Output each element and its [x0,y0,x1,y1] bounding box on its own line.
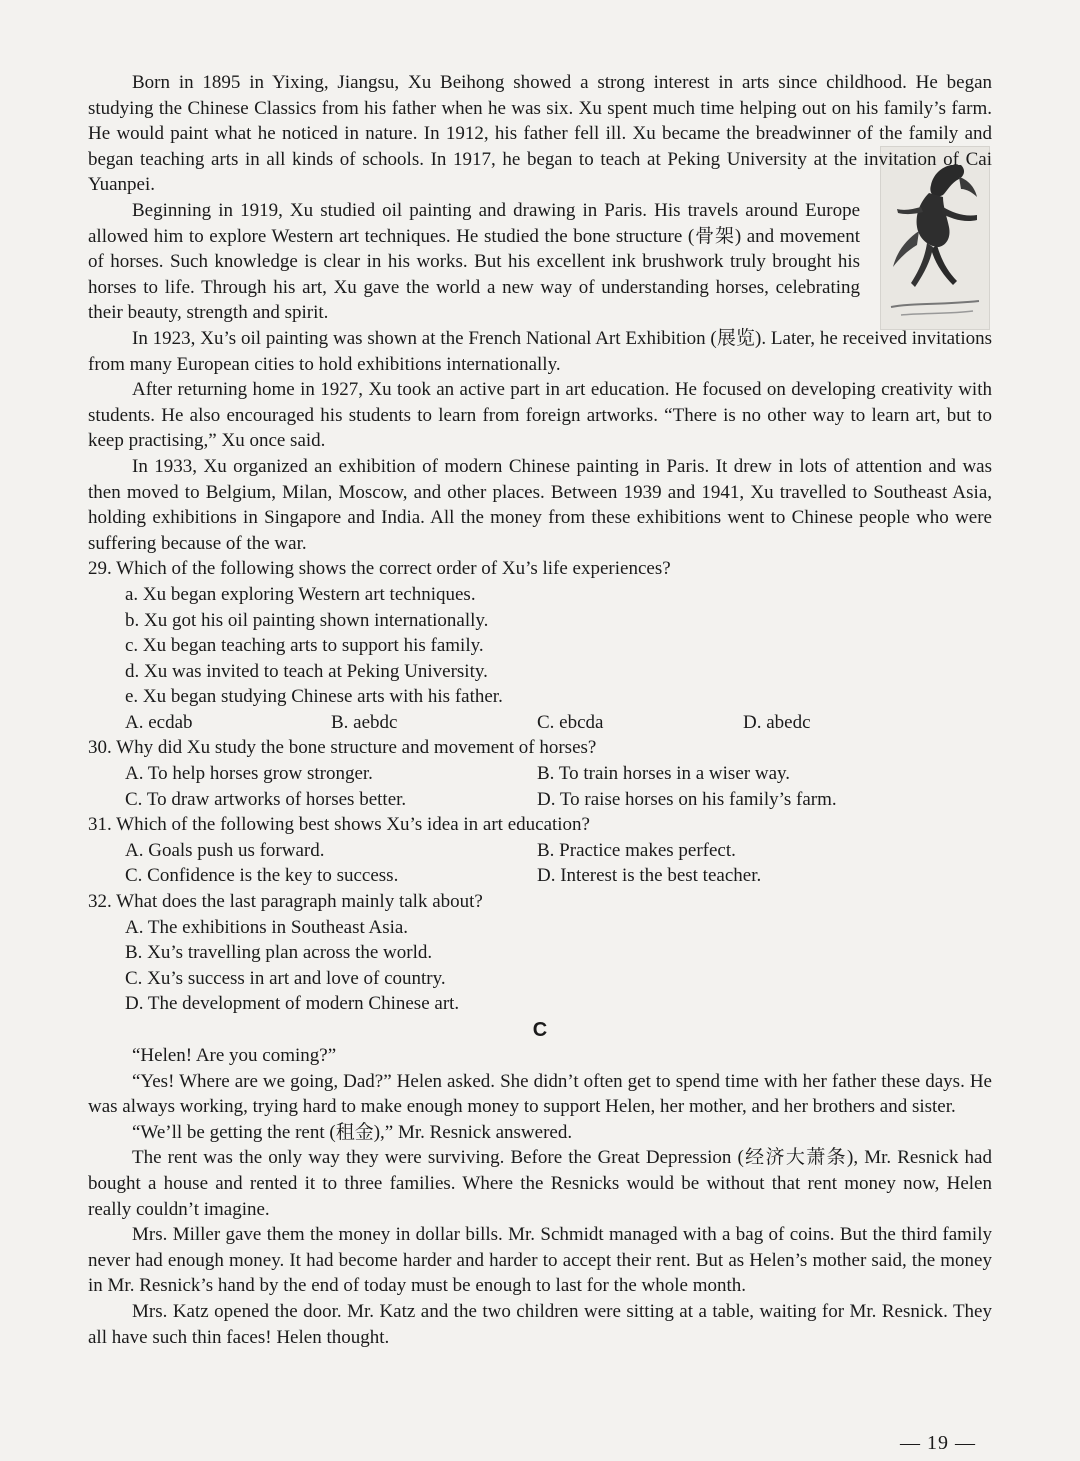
choice-c[interactable]: C. Confidence is the key to success. [125,865,399,887]
answer-choices-row-2 [88,863,992,889]
question-stem: 29. Which of the following shows the correct order of Xu’s life experiences? [88,558,671,580]
answer-choices-row-1 [88,761,992,787]
question-stem: 31. Which of the following best shows Xu’s idea in art education? [88,814,590,836]
question-stem: 30. Why did Xu study the bone structure and movement of horses? [88,737,597,759]
choice-b[interactable]: B. To train horses in a wiser way. [537,763,791,785]
passage-b-paragraph-4 [88,377,992,454]
answer-choices-row-1 [88,838,992,864]
passage-c-paragraph-6: Mrs. Katz opened the door. Mr. Katz and the two children were sitting at a table, waiting for Mr. Resnick. They all have such thin faces! Helen thought. [88,1300,992,1348]
choice-a[interactable]: A. The exhibitions in Southeast Asia. [125,916,409,938]
page-number: — 19 — [900,1432,976,1454]
choice-b[interactable]: B. Practice makes perfect. [537,839,736,861]
section-heading-c: C [532,1019,548,1041]
choice-c[interactable]: C. Xu’s success in art and love of country. [125,967,446,989]
passage-b-paragraph-2 [88,198,860,326]
choice-a[interactable]: A. Goals push us forward. [125,839,325,861]
choice-c[interactable]: C. ebcda [537,711,604,733]
question-30 [88,735,992,812]
event-item-b: b. Xu got his oil painting shown internationally. [125,609,489,631]
passage-c-paragraph-5: Mrs. Miller gave them the money in dollar bills. Mr. Schmidt managed with a bag of coins. But the third family never had enough money. It had become harder and harder to accept their rent. But as Helen’s mother said, the money in Mr. Resnick’s hand by the end of today must be enough to last for the whole month. [88,1224,992,1297]
answer-choices [88,710,992,736]
choice-d[interactable]: D. The development of modern Chinese art. [125,993,460,1015]
passage-b-paragraph-1 [88,70,992,198]
event-item-c: c. Xu began teaching arts to support his family. [125,635,484,657]
passage-c-paragraph-1: “Helen! Are you coming?” [132,1045,337,1066]
passage-c-paragraph-2: “Yes! Where are we going, Dad?” Helen asked. She didn’t often get to spend time with her father these days. He was always working, trying hard to make enough money to support Helen, her mother, and her brothers and sister. [88,1070,992,1118]
choice-b[interactable]: B. Xu’s travelling plan across the world. [125,942,433,964]
exam-content [88,70,992,1350]
question-stem: 32. What does the last paragraph mainly talk about? [88,891,483,913]
paragraph-text: Beginning in 1919, Xu studied oil painting and drawing in Paris. His travels around Europe allowed him to explore Western art techniques. He studied the bone structure (骨架) and movement of horses. Such knowledge is clear in his works. But his excellent ink brushwork truly brought his horses to life. Through his art, Xu gave the world a new way of understanding horses, celebrating their beauty, strength and spirit. [88,200,860,324]
choice-d[interactable]: D. abedc [743,711,811,733]
question-31 [88,812,992,889]
choice-c[interactable]: C. To draw artworks of horses better. [125,788,407,810]
paragraph-text: In 1923, Xu’s oil painting was shown at the French National Art Exhibition (展览). Later, he received invitations from many European cities to hold exhibitions internationally. [88,327,992,375]
event-item-a: a. Xu began exploring Western art techniques. [125,583,476,605]
passage-c-paragraph-3: “We’ll be getting the rent (租金),” Mr. Resnick answered. [132,1121,573,1143]
choice-b[interactable]: B. aebdc [331,711,398,733]
question-32 [88,889,992,1017]
passage-b-paragraph-3 [88,326,992,377]
paragraph-text: In 1933, Xu organized an exhibition of modern Chinese painting in Paris. It drew in lots of attention and was then moved to Belgium, Milan, Moscow, and other places. Between 1939 and 1941, Xu travelled to Southeast Asia, holding exhibitions in Singapore and India. All the money from these exhibitions went to Chinese people who were suffering because of the war. [88,455,992,554]
passage-c-paragraph-4: The rent was the only way they were surviving. Before the Great Depression (经济大萧条), Mr. Resnick had bought a house and rented it to three families. Where the Resnicks would be without that rent money now, Helen really couldn’t imagine. [88,1147,992,1220]
choice-a[interactable]: A. ecdab [125,711,193,733]
paragraph-text: Born in 1895 in Yixing, Jiangsu, Xu Beihong showed a strong interest in arts since childhood. He began studying the Chinese Classics from his father when he was six. Xu spent much time helping out on his family’s farm. He would paint what he noticed in nature. In 1912, his father fell ill. Xu became the breadwinner of the family and began teaching arts in all kinds of schools. In 1917, he began to teach at Peking University at the invitation of Cai Yuanpei. [88,72,992,196]
event-item-e: e. Xu began studying Chinese arts with his father. [125,686,503,708]
question-29 [88,556,992,735]
answer-choices-row-2 [88,787,992,813]
choice-d[interactable]: D. Interest is the best teacher. [537,865,762,887]
choice-d[interactable]: D. To raise horses on his family’s farm. [537,788,837,810]
paragraph-text: After returning home in 1927, Xu took an active part in art education. He focused on developing creativity with students. He also encouraged his students to learn from foreign artworks. “There is no other way to learn art, but to keep practising,” Xu once said. [88,379,992,452]
event-item-d: d. Xu was invited to teach at Peking University. [125,660,488,682]
choice-a[interactable]: A. To help horses grow stronger. [125,763,373,785]
passage-b-paragraph-5 [88,454,992,556]
